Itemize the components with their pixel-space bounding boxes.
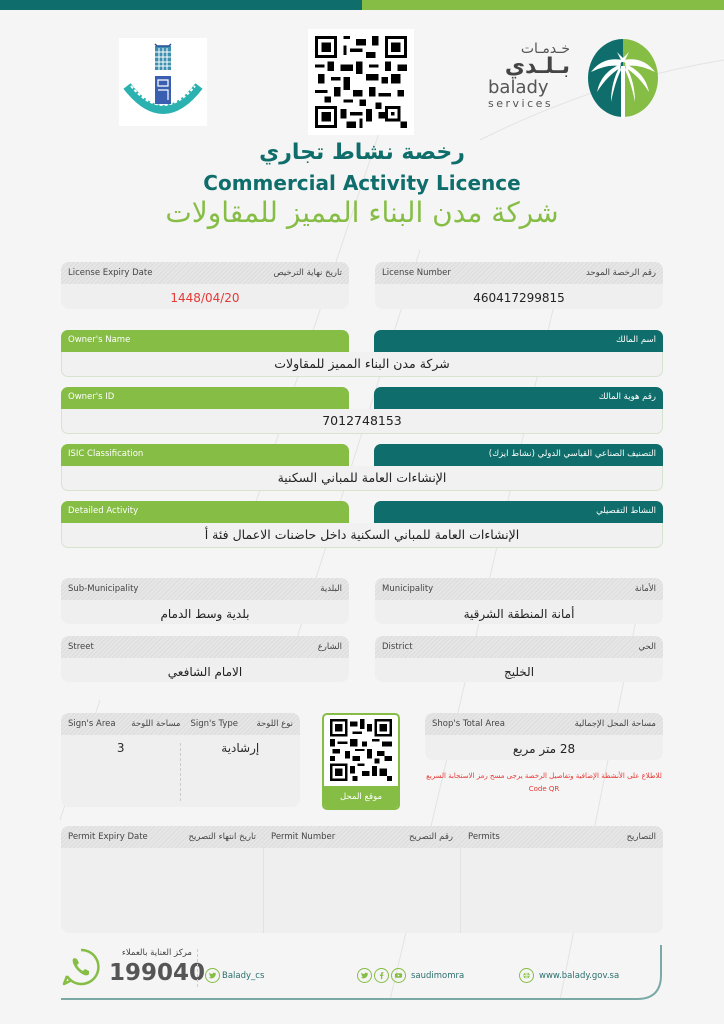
brand-en-main: balady <box>488 77 549 98</box>
license-expiry-card <box>61 262 349 309</box>
palm-tree-icon <box>583 38 663 118</box>
sign-area-label-ar: مساحة اللوحة <box>131 719 181 729</box>
customer-care-number[interactable]: 199040 <box>109 960 206 986</box>
owner-id-section <box>61 387 663 434</box>
street-label-en: Street <box>68 642 94 652</box>
balady-brand-text <box>488 42 570 110</box>
website-link[interactable] <box>519 968 619 983</box>
district-label-ar: الحي <box>638 642 656 652</box>
globe-icon <box>519 968 534 983</box>
website-url: www.balady.gov.sa <box>539 970 620 981</box>
permit-number-cell <box>263 848 460 933</box>
social-handle[interactable]: saudimomra <box>411 970 465 981</box>
sub-municipality-value: بلدية وسط الدمام <box>160 607 250 621</box>
permit-number-label-ar: رقم التصريح <box>409 832 453 842</box>
permit-expiry-header <box>61 826 263 848</box>
license-expiry-value: 1448/04/20 <box>170 291 240 305</box>
top-color-bar <box>0 0 724 10</box>
footer-line <box>61 998 636 1000</box>
qr-instruction-note: للاطلاع على الأنشطة الإضافية وتفاصيل الرخصة يرجى مسح رمز الاستجابة السريع Code QR <box>426 772 662 793</box>
permits-label-en: Permits <box>468 832 500 842</box>
license-expiry-label-en: License Expiry Date <box>68 268 153 278</box>
owner-id-label-ar: رقم هوية المالك <box>374 387 663 409</box>
isic-label-ar: التصنيف الصناعي القياسي الدولي (نشاط ايزك) <box>374 444 663 466</box>
social-links <box>357 968 464 983</box>
municipality-value: أمانة المنطقة الشرقية <box>463 607 575 621</box>
detailed-activity-section <box>61 501 663 548</box>
permit-expiry-label-en: Permit Expiry Date <box>68 832 148 842</box>
twitter-icon[interactable] <box>357 968 372 983</box>
detailed-activity-label-ar: النشاط التفصيلي <box>374 501 663 523</box>
sign-type-value: إرشادية <box>221 741 260 755</box>
twitter-cs-link[interactable] <box>205 968 264 983</box>
brand-ar-main: بـلـدي <box>504 54 570 79</box>
sign-type-label-en: Sign's Type <box>190 719 239 729</box>
footer-curve-decoration <box>633 945 663 1000</box>
brand-ar-top: خـدمـات <box>520 41 570 57</box>
license-number-card <box>375 262 663 309</box>
permit-expiry-cell <box>61 848 263 933</box>
sign-area-value: 3 <box>61 735 181 807</box>
isic-value: الإنشاءات العامة للمباني السكنية <box>61 466 663 491</box>
footer-divider <box>197 949 198 987</box>
owner-name-value: شركة مدن البناء المميز للمقاولات <box>61 352 663 377</box>
owner-name-section <box>61 330 663 377</box>
street-label-ar: الشارع <box>317 642 342 652</box>
street-card <box>61 636 349 682</box>
license-qr-code[interactable] <box>308 29 414 135</box>
phone-icon <box>61 947 101 987</box>
shop-area-label-en: Shop's Total Area <box>432 719 505 729</box>
shop-location-qr[interactable] <box>322 713 400 810</box>
permits-cell <box>460 848 663 933</box>
detailed-activity-value: الإنشاءات العامة للمباني السكنية داخل حاضنات الاعمال فئة أ <box>61 523 663 548</box>
company-name-title: شركة مدن البناء المميز للمقاولات <box>165 196 559 229</box>
isic-section <box>61 444 663 491</box>
sign-card <box>61 713 300 807</box>
top-bar-green <box>362 0 724 10</box>
municipality-emblem-icon <box>119 38 207 126</box>
district-card <box>375 636 663 682</box>
permits-header <box>460 826 663 848</box>
sub-municipality-label-en: Sub-Municipality <box>68 584 139 594</box>
isic-label-en: ISIC Classification <box>61 444 349 466</box>
permit-number-header <box>263 826 460 848</box>
license-number-label-ar: رقم الرخصة الموحد <box>585 268 656 278</box>
sub-municipality-label-ar: البلدية <box>320 584 342 594</box>
municipality-card <box>375 578 663 624</box>
owner-id-label-en: Owner's ID <box>61 387 349 409</box>
facebook-icon[interactable] <box>374 968 389 983</box>
customer-care-label: مركز العناية بالعملاء <box>121 948 192 958</box>
district-value: الخليج <box>503 665 535 679</box>
owner-name-label-ar: اسم المالك <box>374 330 663 352</box>
municipality-label-en: Municipality <box>382 584 434 594</box>
sign-area-label-en: Sign's Area <box>68 719 116 729</box>
permits-table <box>61 826 663 933</box>
detailed-activity-label-en: Detailed Activity <box>61 501 349 523</box>
shop-area-value: 28 متر مربع <box>512 742 576 756</box>
qr-code-icon <box>315 36 407 128</box>
owner-id-value: 7012748153 <box>61 409 663 434</box>
brand-en-sub: services <box>488 97 554 110</box>
top-bar-teal <box>0 0 362 10</box>
permits-label-ar: التصاريح <box>626 832 656 842</box>
title-arabic: رخصة نشاط تجاري <box>259 140 465 165</box>
shop-area-label-ar: مساحة المحل الإجمالية <box>574 719 656 729</box>
permit-number-label-en: Permit Number <box>271 832 336 842</box>
shop-area-card <box>425 713 663 760</box>
twitter-cs-handle: Balady_cs <box>222 970 265 981</box>
qr-code-icon <box>330 719 392 781</box>
license-number-value: 460417299815 <box>473 291 565 305</box>
license-expiry-label-ar: تاريخ نهاية الترخيص <box>273 268 342 278</box>
owner-name-label-en: Owner's Name <box>61 330 349 352</box>
permit-expiry-label-ar: تاريخ انتهاء التصريح <box>188 832 256 842</box>
footer <box>61 945 663 1000</box>
sub-municipality-card <box>61 578 349 624</box>
street-value: الامام الشافعي <box>167 665 243 679</box>
sign-type-label-ar: نوع اللوحة <box>256 719 293 729</box>
youtube-icon[interactable] <box>391 968 406 983</box>
license-number-label-en: License Number <box>382 268 451 278</box>
district-label-en: District <box>382 642 413 652</box>
municipality-label-ar: الأمانة <box>634 584 656 594</box>
eastern-province-logo <box>119 38 207 126</box>
title-english: Commercial Activity Licence <box>203 171 521 195</box>
shop-location-label: موقع المحل <box>324 786 398 808</box>
twitter-icon <box>205 968 220 983</box>
balady-palm-logo <box>583 38 663 118</box>
